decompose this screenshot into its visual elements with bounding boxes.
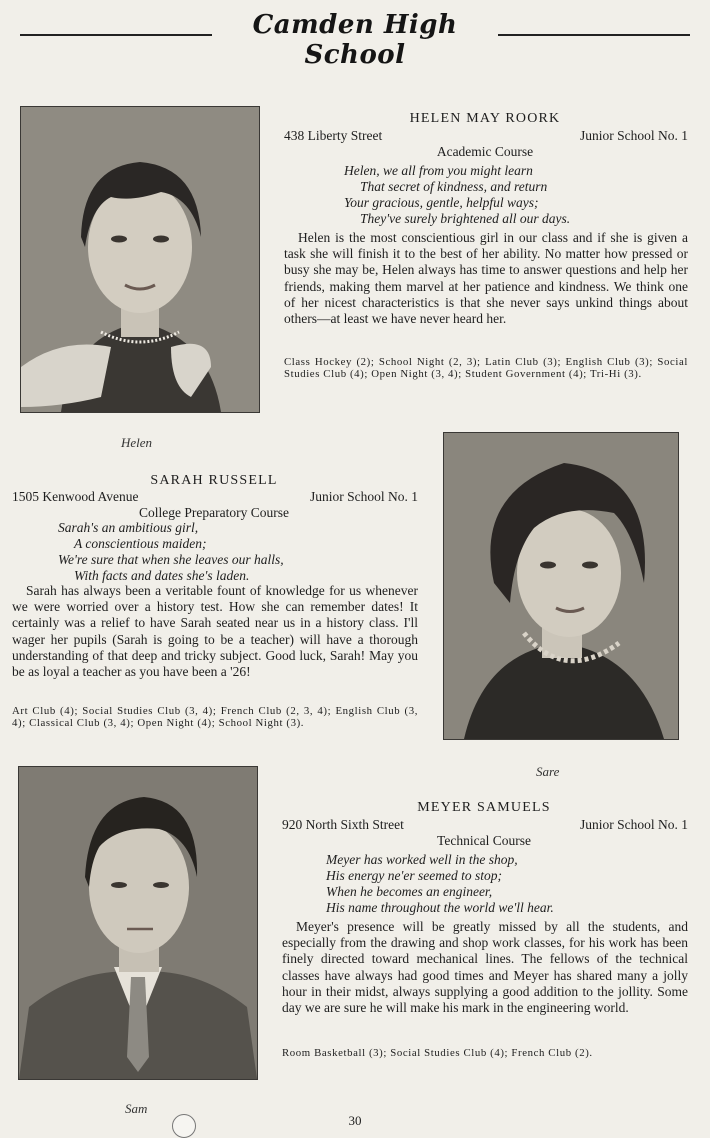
course-meyer: Technical Course: [437, 833, 531, 848]
verse-line: Meyer has worked well in the shop,: [326, 852, 518, 867]
verse-line: With facts and dates she's laden.: [74, 568, 250, 583]
verse-line: Your gracious, gentle, helpful ways;: [344, 195, 539, 210]
activities-helen: Class Hockey (2); School Night (2, 3); Latin Club (3); English Club (3); Social Studies Club (4); Open Night (3, 4); Student Government (4); Tri-Hi (3).: [284, 356, 688, 381]
bio-meyer: Meyer's presence will be greatly missed by all the students, and especially from the drawing and shop work classes, for his work has been finely directed toward mechanical lines. The fellows of the technical classes have always had good times and Meyer has shared many a jolly hour in their midst, always supplying a good addition to the jollity. Some day we are sure he will make his mark in the engineering world.: [282, 919, 688, 1016]
verse-line: They've surely brightened all our days.: [360, 211, 571, 226]
student-name-helen: HELEN MAY ROORK: [409, 111, 561, 126]
verse-line: His name throughout the world we'll hear.: [326, 900, 554, 915]
verse-line: Helen, we all from you might learn: [344, 163, 533, 178]
course-sarah: College Preparatory Course: [139, 505, 289, 520]
verse-line: We're sure that when she leaves our halls,: [58, 552, 284, 567]
header-rule-left: [20, 34, 212, 36]
course-helen: Academic Course: [436, 144, 534, 159]
address-helen: 438 Liberty Street: [284, 128, 383, 143]
address-row-sarah: [12, 489, 418, 505]
page-title: Camden High School: [252, 10, 458, 70]
portrait-photo-meyer: [18, 766, 258, 1080]
school-meyer: Junior School No. 1: [580, 817, 688, 832]
portrait-photo-helen: [20, 106, 260, 413]
verse-line: When he becomes an engineer,: [326, 884, 493, 899]
verse-line: Sarah's an ambitious girl,: [58, 520, 199, 535]
verse-line: A conscientious maiden;: [74, 536, 207, 551]
verse-line: That secret of kindness, and return: [360, 179, 548, 194]
activities-meyer: Room Basketball (3); Social Studies Club (4); French Club (2).: [282, 1047, 593, 1059]
verse-sarah: [58, 520, 284, 584]
verse-meyer: [326, 852, 554, 916]
activities-sarah: Art Club (4); Social Studies Club (3, 4); French Club (2, 3, 4); English Club (3, 4); Classical Club (3, 4); Open Night (4); School Night (3).: [12, 705, 418, 730]
header-rule-right: [498, 34, 690, 36]
address-meyer: 920 North Sixth Street: [282, 817, 404, 832]
page-number: 30: [348, 1113, 362, 1128]
verse-line: His energy ne'er seemed to stop;: [326, 868, 502, 883]
bio-sarah: Sarah has always been a veritable fount of knowledge for us whenever we were worried over a history test. How she can remember dates! It certainly was a relief to have Sarah seated near us in a history class. I'll wager her pupils (Sarah is going to be a teacher) will have a thorough understanding of that deep and tricky subject. Good luck, Sarah! May you be as loyal a teacher as you have been a '26!: [12, 583, 418, 680]
nickname-helen: Helen: [121, 435, 153, 450]
address-sarah: 1505 Kenwood Avenue: [12, 489, 139, 504]
nickname-meyer: Sam: [125, 1101, 148, 1116]
address-row-helen: [284, 128, 688, 144]
nickname-sarah: Sare: [536, 764, 560, 779]
address-row-meyer: [282, 817, 688, 833]
student-name-sarah: SARAH RUSSELL: [150, 473, 278, 488]
verse-helen: [344, 163, 570, 227]
school-helen: Junior School No. 1: [580, 128, 688, 143]
student-name-meyer: MEYER SAMUELS: [417, 800, 551, 815]
bio-helen: Helen is the most conscientious girl in our class and if she is given a task she will finish it to the best of her ability. No matter how pressed or busy she may be, Helen always has time to answer questions and help her friends, making them marvel at her patience and kindness. We think one of her nicest characteristics is that she never says unkind things about others—at least we have never heard her.: [284, 230, 688, 327]
school-sarah: Junior School No. 1: [310, 489, 418, 504]
portrait-photo-sarah: [443, 432, 679, 740]
